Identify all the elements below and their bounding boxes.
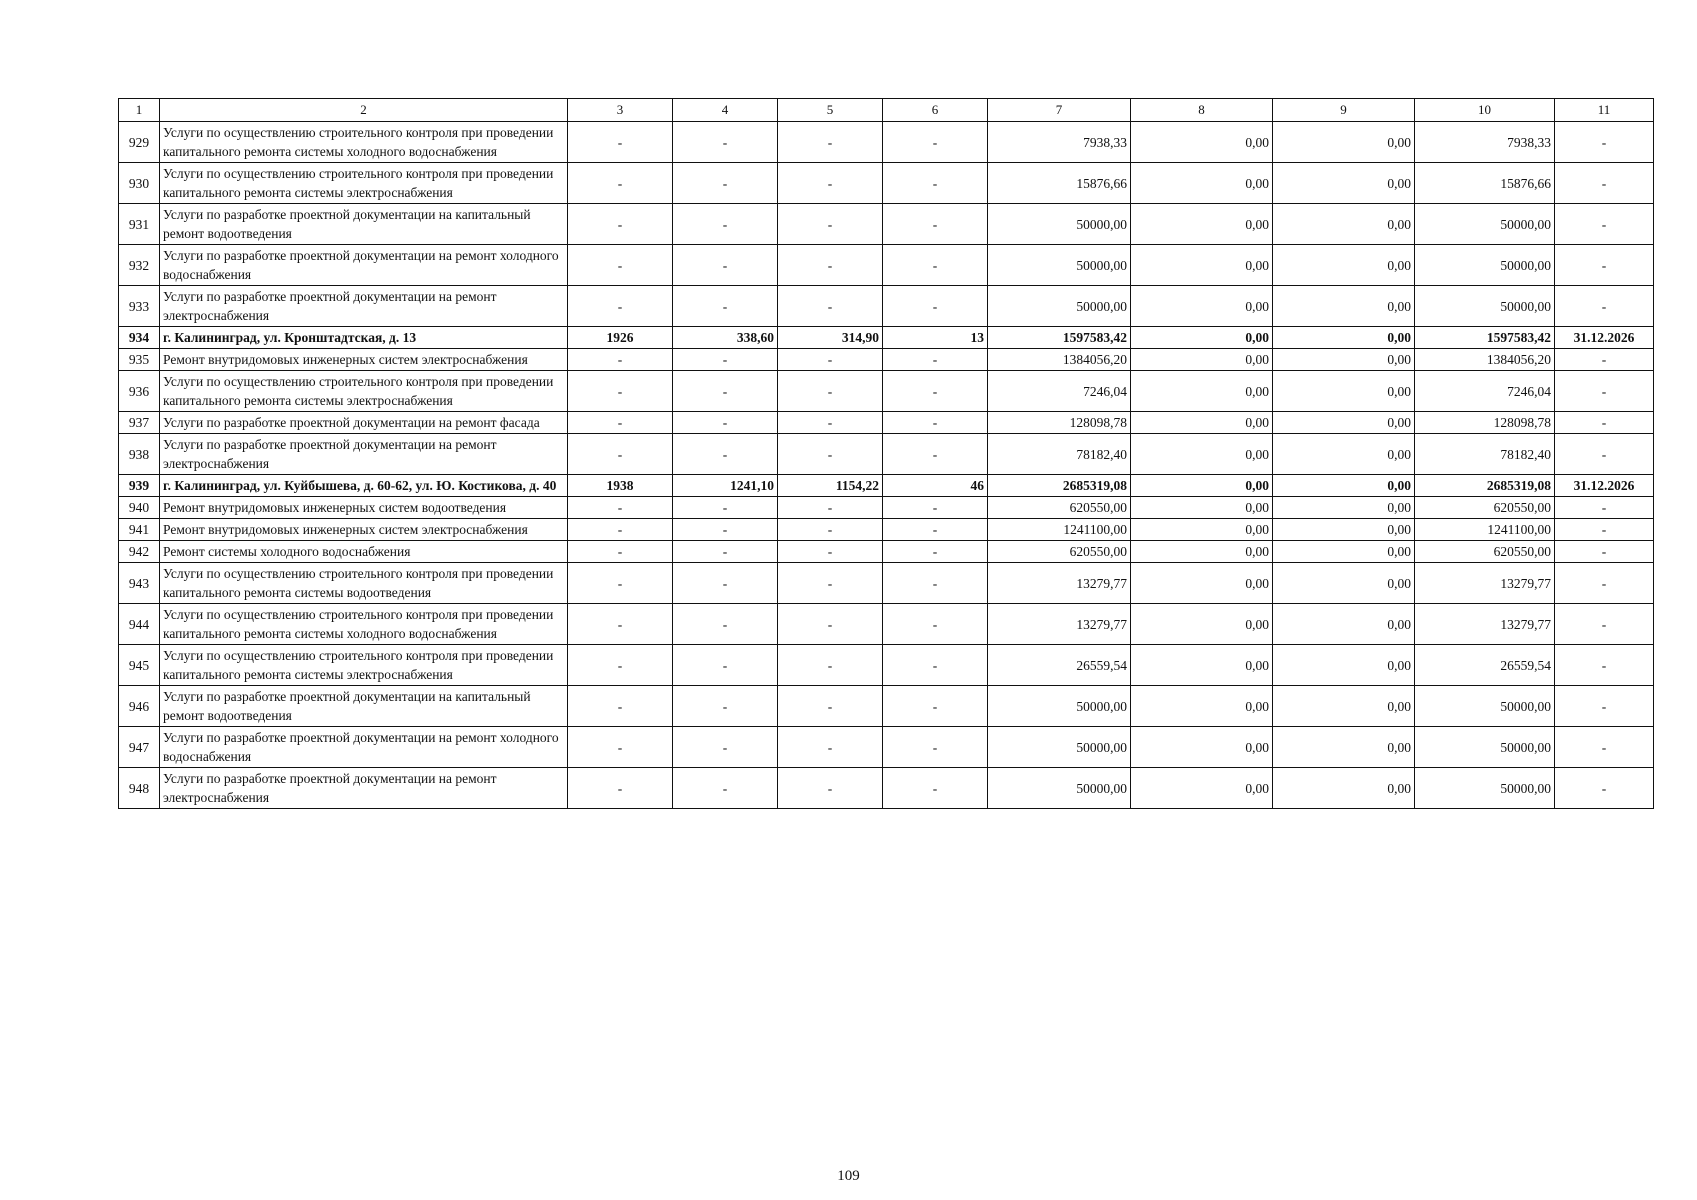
row-number-cell: 946: [119, 686, 160, 727]
total-cost-cell: 13279,77: [988, 563, 1131, 604]
col5-cell: -: [778, 563, 883, 604]
col5-cell: -: [778, 349, 883, 371]
page-number: 109: [837, 1168, 860, 1184]
col10-cell: 2685319,08: [1415, 475, 1555, 497]
col3-cell: -: [568, 604, 673, 645]
col4-cell: -: [673, 519, 778, 541]
col9-cell: 0,00: [1273, 434, 1415, 475]
col6-cell: -: [883, 497, 988, 519]
work-description-cell: г. Калининград, ул. Кронштадтская, д. 13: [160, 327, 568, 349]
col9-cell: 0,00: [1273, 412, 1415, 434]
table-row: [119, 768, 1654, 809]
table-row: [119, 349, 1654, 371]
row-number-cell: 939: [119, 475, 160, 497]
col8-cell: 0,00: [1131, 541, 1273, 563]
col5-cell: -: [778, 727, 883, 768]
work-description-cell: Услуги по разработке проектной документации на капитальный ремонт водоотведения: [160, 686, 568, 727]
total-cost-cell: 78182,40: [988, 434, 1131, 475]
col4-cell: -: [673, 497, 778, 519]
col10-cell: 1597583,42: [1415, 327, 1555, 349]
col3-cell: -: [568, 768, 673, 809]
work-description-cell: Услуги по осуществлению строительного контроля при проведении капитального ремонта системы электроснабжения: [160, 371, 568, 412]
col5-cell: -: [778, 497, 883, 519]
col8-cell: 0,00: [1131, 645, 1273, 686]
col6-cell: 13: [883, 327, 988, 349]
column-number-header-row: [119, 99, 1654, 122]
deadline-cell: -: [1555, 727, 1654, 768]
col9-cell: 0,00: [1273, 768, 1415, 809]
work-description-cell: Ремонт внутридомовых инженерных систем водоотведения: [160, 497, 568, 519]
total-cost-cell: 26559,54: [988, 645, 1131, 686]
total-cost-cell: 50000,00: [988, 245, 1131, 286]
table-row: [119, 286, 1654, 327]
col3-cell: -: [568, 412, 673, 434]
column-header: 8: [1131, 99, 1273, 122]
deadline-cell: -: [1555, 541, 1654, 563]
total-cost-cell: 1384056,20: [988, 349, 1131, 371]
col10-cell: 50000,00: [1415, 204, 1555, 245]
col8-cell: 0,00: [1131, 686, 1273, 727]
col3-cell: -: [568, 434, 673, 475]
table-row: [119, 122, 1654, 163]
column-header: 6: [883, 99, 988, 122]
col3-cell: -: [568, 686, 673, 727]
col3-cell: -: [568, 541, 673, 563]
col8-cell: 0,00: [1131, 519, 1273, 541]
col10-cell: 50000,00: [1415, 286, 1555, 327]
table-row: [119, 434, 1654, 475]
col8-cell: 0,00: [1131, 204, 1273, 245]
total-cost-cell: 50000,00: [988, 204, 1131, 245]
work-description-cell: Ремонт внутридомовых инженерных систем электроснабжения: [160, 349, 568, 371]
col10-cell: 1241100,00: [1415, 519, 1555, 541]
col8-cell: 0,00: [1131, 434, 1273, 475]
col10-cell: 50000,00: [1415, 727, 1555, 768]
address-row: [119, 475, 1654, 497]
col4-cell: -: [673, 371, 778, 412]
row-number-cell: 938: [119, 434, 160, 475]
col6-cell: -: [883, 686, 988, 727]
deadline-cell: -: [1555, 768, 1654, 809]
table-row: [119, 727, 1654, 768]
row-number-cell: 948: [119, 768, 160, 809]
col4-cell: -: [673, 349, 778, 371]
col4-cell: -: [673, 122, 778, 163]
col10-cell: 50000,00: [1415, 768, 1555, 809]
row-number-cell: 937: [119, 412, 160, 434]
column-header: 10: [1415, 99, 1555, 122]
col3-cell: -: [568, 563, 673, 604]
column-header: 5: [778, 99, 883, 122]
col9-cell: 0,00: [1273, 163, 1415, 204]
col10-cell: 50000,00: [1415, 245, 1555, 286]
col8-cell: 0,00: [1131, 245, 1273, 286]
table-row: [119, 245, 1654, 286]
deadline-cell: -: [1555, 412, 1654, 434]
col4-cell: -: [673, 163, 778, 204]
col9-cell: 0,00: [1273, 541, 1415, 563]
col9-cell: 0,00: [1273, 327, 1415, 349]
col3-cell: -: [568, 122, 673, 163]
address-row: [119, 327, 1654, 349]
col8-cell: 0,00: [1131, 412, 1273, 434]
col8-cell: 0,00: [1131, 497, 1273, 519]
col9-cell: 0,00: [1273, 475, 1415, 497]
row-number-cell: 936: [119, 371, 160, 412]
col6-cell: -: [883, 371, 988, 412]
col10-cell: 26559,54: [1415, 645, 1555, 686]
column-header: 2: [160, 99, 568, 122]
col5-cell: -: [778, 686, 883, 727]
work-description-cell: Услуги по разработке проектной документации на ремонт электроснабжения: [160, 286, 568, 327]
total-cost-cell: 50000,00: [988, 286, 1131, 327]
col5-cell: -: [778, 519, 883, 541]
col4-cell: -: [673, 686, 778, 727]
col4-cell: -: [673, 286, 778, 327]
row-number-cell: 933: [119, 286, 160, 327]
col4-cell: 1241,10: [673, 475, 778, 497]
total-cost-cell: 50000,00: [988, 727, 1131, 768]
total-cost-cell: 2685319,08: [988, 475, 1131, 497]
col5-cell: 314,90: [778, 327, 883, 349]
col8-cell: 0,00: [1131, 604, 1273, 645]
col3-cell: -: [568, 519, 673, 541]
col10-cell: 7246,04: [1415, 371, 1555, 412]
col10-cell: 15876,66: [1415, 163, 1555, 204]
deadline-cell: -: [1555, 122, 1654, 163]
col8-cell: 0,00: [1131, 286, 1273, 327]
work-description-cell: Услуги по разработке проектной документации на ремонт фасада: [160, 412, 568, 434]
deadline-cell: -: [1555, 604, 1654, 645]
column-header: 3: [568, 99, 673, 122]
col9-cell: 0,00: [1273, 204, 1415, 245]
col10-cell: 78182,40: [1415, 434, 1555, 475]
deadline-cell: -: [1555, 286, 1654, 327]
col5-cell: -: [778, 412, 883, 434]
col10-cell: 128098,78: [1415, 412, 1555, 434]
col9-cell: 0,00: [1273, 563, 1415, 604]
col9-cell: 0,00: [1273, 686, 1415, 727]
col6-cell: -: [883, 412, 988, 434]
col6-cell: -: [883, 245, 988, 286]
col10-cell: 13279,77: [1415, 604, 1555, 645]
col3-cell: -: [568, 286, 673, 327]
col4-cell: -: [673, 412, 778, 434]
col10-cell: 50000,00: [1415, 686, 1555, 727]
col6-cell: 46: [883, 475, 988, 497]
col8-cell: 0,00: [1131, 563, 1273, 604]
row-number-cell: 943: [119, 563, 160, 604]
col6-cell: -: [883, 768, 988, 809]
col3-cell: 1926: [568, 327, 673, 349]
deadline-cell: -: [1555, 645, 1654, 686]
row-number-cell: 945: [119, 645, 160, 686]
row-number-cell: 929: [119, 122, 160, 163]
work-description-cell: Услуги по осуществлению строительного контроля при проведении капитального ремонта системы электроснабжения: [160, 163, 568, 204]
row-number-cell: 942: [119, 541, 160, 563]
work-description-cell: Услуги по разработке проектной документации на капитальный ремонт водоотведения: [160, 204, 568, 245]
col10-cell: 1384056,20: [1415, 349, 1555, 371]
capital-repair-table: [118, 98, 1654, 809]
table-row: [119, 163, 1654, 204]
column-header: 4: [673, 99, 778, 122]
col5-cell: -: [778, 645, 883, 686]
col5-cell: -: [778, 122, 883, 163]
col5-cell: -: [778, 768, 883, 809]
col3-cell: -: [568, 163, 673, 204]
total-cost-cell: 13279,77: [988, 604, 1131, 645]
deadline-cell: 31.12.2026: [1555, 327, 1654, 349]
col8-cell: 0,00: [1131, 327, 1273, 349]
col8-cell: 0,00: [1131, 163, 1273, 204]
row-number-cell: 941: [119, 519, 160, 541]
col4-cell: -: [673, 727, 778, 768]
col6-cell: -: [883, 519, 988, 541]
work-description-cell: Ремонт внутридомовых инженерных систем электроснабжения: [160, 519, 568, 541]
col3-cell: -: [568, 727, 673, 768]
col5-cell: -: [778, 286, 883, 327]
deadline-cell: -: [1555, 371, 1654, 412]
col6-cell: -: [883, 122, 988, 163]
row-number-cell: 947: [119, 727, 160, 768]
col6-cell: -: [883, 163, 988, 204]
deadline-cell: 31.12.2026: [1555, 475, 1654, 497]
table-row: [119, 412, 1654, 434]
table-row: [119, 204, 1654, 245]
col9-cell: 0,00: [1273, 122, 1415, 163]
col9-cell: 0,00: [1273, 727, 1415, 768]
col6-cell: -: [883, 563, 988, 604]
col9-cell: 0,00: [1273, 519, 1415, 541]
col6-cell: -: [883, 204, 988, 245]
work-description-cell: Услуги по разработке проектной документации на ремонт электроснабжения: [160, 434, 568, 475]
col5-cell: 1154,22: [778, 475, 883, 497]
column-header: 7: [988, 99, 1131, 122]
col5-cell: -: [778, 204, 883, 245]
col10-cell: 620550,00: [1415, 541, 1555, 563]
col9-cell: 0,00: [1273, 497, 1415, 519]
row-number-cell: 940: [119, 497, 160, 519]
total-cost-cell: 7246,04: [988, 371, 1131, 412]
table-row: [119, 497, 1654, 519]
row-number-cell: 931: [119, 204, 160, 245]
col10-cell: 7938,33: [1415, 122, 1555, 163]
col3-cell: -: [568, 204, 673, 245]
row-number-cell: 935: [119, 349, 160, 371]
col8-cell: 0,00: [1131, 349, 1273, 371]
col9-cell: 0,00: [1273, 245, 1415, 286]
col4-cell: -: [673, 768, 778, 809]
table-row: [119, 563, 1654, 604]
row-number-cell: 932: [119, 245, 160, 286]
total-cost-cell: 50000,00: [988, 768, 1131, 809]
col5-cell: -: [778, 163, 883, 204]
document-sheet: [118, 98, 1653, 809]
col8-cell: 0,00: [1131, 475, 1273, 497]
work-description-cell: Услуги по осуществлению строительного контроля при проведении капитального ремонта системы водоотведения: [160, 563, 568, 604]
col9-cell: 0,00: [1273, 604, 1415, 645]
total-cost-cell: 7938,33: [988, 122, 1131, 163]
col8-cell: 0,00: [1131, 768, 1273, 809]
col6-cell: -: [883, 434, 988, 475]
col3-cell: -: [568, 645, 673, 686]
col3-cell: 1938: [568, 475, 673, 497]
col9-cell: 0,00: [1273, 349, 1415, 371]
column-header: 9: [1273, 99, 1415, 122]
work-description-cell: Услуги по осуществлению строительного контроля при проведении капитального ремонта системы холодного водоснабжения: [160, 604, 568, 645]
col10-cell: 13279,77: [1415, 563, 1555, 604]
deadline-cell: -: [1555, 349, 1654, 371]
table-row: [119, 541, 1654, 563]
col4-cell: -: [673, 434, 778, 475]
col8-cell: 0,00: [1131, 122, 1273, 163]
table-row: [119, 645, 1654, 686]
col6-cell: -: [883, 645, 988, 686]
col5-cell: -: [778, 604, 883, 645]
col4-cell: -: [673, 204, 778, 245]
work-description-cell: Ремонт системы холодного водоснабжения: [160, 541, 568, 563]
total-cost-cell: 620550,00: [988, 541, 1131, 563]
col6-cell: -: [883, 349, 988, 371]
deadline-cell: -: [1555, 686, 1654, 727]
table-row: [119, 371, 1654, 412]
col9-cell: 0,00: [1273, 371, 1415, 412]
work-description-cell: Услуги по осуществлению строительного контроля при проведении капитального ремонта системы электроснабжения: [160, 645, 568, 686]
table-row: [119, 519, 1654, 541]
deadline-cell: -: [1555, 245, 1654, 286]
work-description-cell: Услуги по разработке проектной документации на ремонт электроснабжения: [160, 768, 568, 809]
col6-cell: -: [883, 541, 988, 563]
deadline-cell: -: [1555, 204, 1654, 245]
col3-cell: -: [568, 349, 673, 371]
col5-cell: -: [778, 371, 883, 412]
row-number-cell: 930: [119, 163, 160, 204]
col6-cell: -: [883, 727, 988, 768]
deadline-cell: -: [1555, 563, 1654, 604]
deadline-cell: -: [1555, 519, 1654, 541]
work-description-cell: Услуги по разработке проектной документации на ремонт холодного водоснабжения: [160, 245, 568, 286]
col8-cell: 0,00: [1131, 727, 1273, 768]
col6-cell: -: [883, 286, 988, 327]
column-header: 11: [1555, 99, 1654, 122]
work-description-cell: Услуги по разработке проектной документации на ремонт холодного водоснабжения: [160, 727, 568, 768]
col4-cell: -: [673, 541, 778, 563]
col4-cell: -: [673, 245, 778, 286]
col4-cell: -: [673, 604, 778, 645]
row-number-cell: 934: [119, 327, 160, 349]
col3-cell: -: [568, 371, 673, 412]
col5-cell: -: [778, 541, 883, 563]
work-description-cell: г. Калининград, ул. Куйбышева, д. 60-62, ул. Ю. Костикова, д. 40: [160, 475, 568, 497]
col9-cell: 0,00: [1273, 645, 1415, 686]
total-cost-cell: 1597583,42: [988, 327, 1131, 349]
total-cost-cell: 620550,00: [988, 497, 1131, 519]
col6-cell: -: [883, 604, 988, 645]
col4-cell: -: [673, 563, 778, 604]
table-row: [119, 604, 1654, 645]
row-number-cell: 944: [119, 604, 160, 645]
col5-cell: -: [778, 245, 883, 286]
deadline-cell: -: [1555, 434, 1654, 475]
deadline-cell: -: [1555, 497, 1654, 519]
table-row: [119, 686, 1654, 727]
col10-cell: 620550,00: [1415, 497, 1555, 519]
deadline-cell: -: [1555, 163, 1654, 204]
total-cost-cell: 1241100,00: [988, 519, 1131, 541]
col3-cell: -: [568, 497, 673, 519]
total-cost-cell: 50000,00: [988, 686, 1131, 727]
col3-cell: -: [568, 245, 673, 286]
col5-cell: -: [778, 434, 883, 475]
work-description-cell: Услуги по осуществлению строительного контроля при проведении капитального ремонта системы холодного водоснабжения: [160, 122, 568, 163]
col9-cell: 0,00: [1273, 286, 1415, 327]
col4-cell: -: [673, 645, 778, 686]
total-cost-cell: 15876,66: [988, 163, 1131, 204]
column-header: 1: [119, 99, 160, 122]
col8-cell: 0,00: [1131, 371, 1273, 412]
total-cost-cell: 128098,78: [988, 412, 1131, 434]
col4-cell: 338,60: [673, 327, 778, 349]
